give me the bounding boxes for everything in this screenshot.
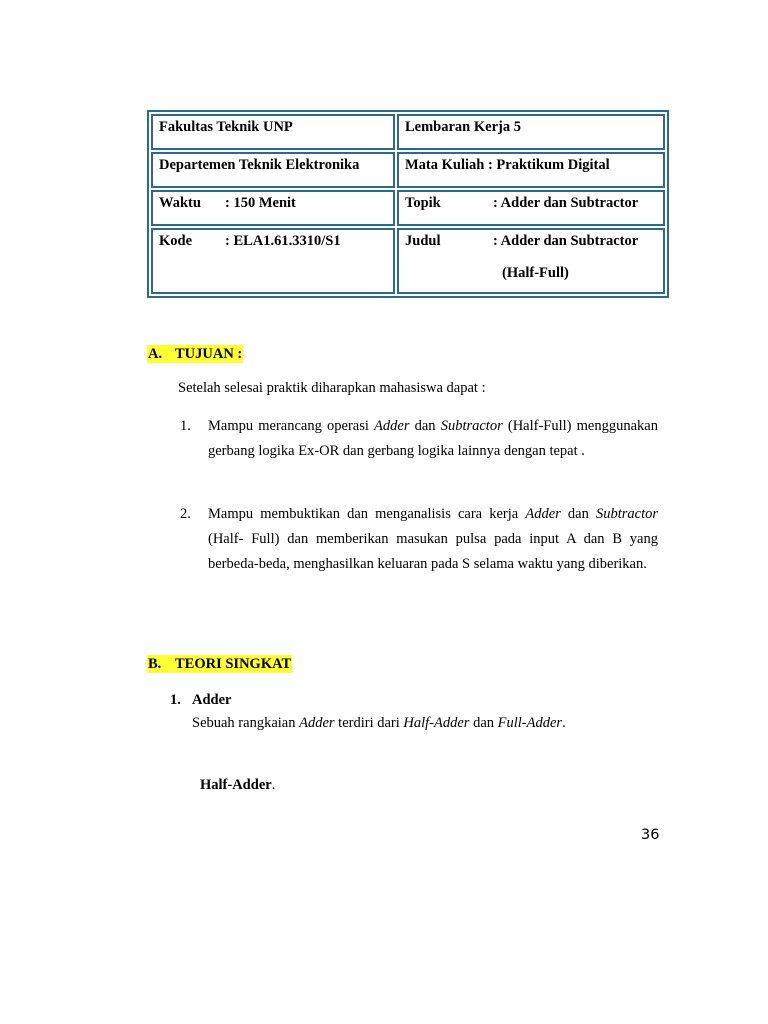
course-cell: Mata Kuliah : Praktikum Digital xyxy=(397,152,665,188)
section-b-heading xyxy=(147,655,292,673)
text-run: dan xyxy=(560,506,596,522)
header-table xyxy=(147,110,669,298)
half-adder-heading xyxy=(200,773,275,798)
adder-description xyxy=(192,711,566,736)
time-label: Waktu xyxy=(159,195,201,211)
italic-term: Subtractor xyxy=(595,506,658,522)
italic-term: Subtractor xyxy=(440,418,503,434)
department-cell: Departemen Teknik Elektronika xyxy=(151,152,395,188)
section-a-intro: Setelah selesai praktik diharapkan mahasiswa dapat : xyxy=(178,380,486,396)
list-item xyxy=(180,414,658,464)
list-item xyxy=(180,502,658,577)
title-value-line2: (Half-Full) xyxy=(502,265,569,281)
code-label: Kode xyxy=(159,233,193,249)
subsection-title: Adder xyxy=(192,692,232,708)
italic-term: Adder xyxy=(374,418,410,434)
section-a-heading xyxy=(147,345,243,363)
code-cell xyxy=(151,228,395,294)
time-value: : 150 Menit xyxy=(225,195,296,211)
list-item-text xyxy=(208,414,658,464)
list-item-number: 1. xyxy=(180,418,191,434)
list-item-text xyxy=(208,502,658,577)
text-run: . xyxy=(271,777,276,793)
text-run: dan xyxy=(469,715,498,731)
italic-term: Half-Adder xyxy=(403,715,470,731)
section-a-number: A. xyxy=(148,346,163,362)
time-cell xyxy=(151,190,395,226)
page-number: 36 xyxy=(641,827,660,843)
sheet-cell: Lembaran Kerja 5 xyxy=(397,114,665,150)
text-run: Mampu merancang operasi xyxy=(208,418,375,434)
text-run: . xyxy=(562,715,566,731)
topic-label: Topik xyxy=(405,195,441,211)
section-b-number: B. xyxy=(148,656,162,672)
text-run: Sebuah rangkaian xyxy=(192,715,300,731)
text-run: terdiri dari xyxy=(334,715,404,731)
text-run: Mampu membuktikan dan menganalisis cara kerja xyxy=(208,506,526,522)
text-run: (Half-Full) menggunakan gerbang logika Ex-OR dan gerbang logika lainnya dengan tepat . xyxy=(208,418,658,459)
faculty-cell: Fakultas Teknik UNP xyxy=(151,114,395,150)
list-item-number: 2. xyxy=(180,506,191,522)
header-row xyxy=(151,152,665,188)
title-value: : Adder dan Subtractor xyxy=(493,233,639,249)
text-run: (Half- Full) dan memberikan masukan pulsa pada input A dan B yang berbeda-beda, menghasilkan keluaran pada S selama waktu yang diberikan. xyxy=(208,531,658,572)
subsection-adder-heading xyxy=(170,690,231,710)
code-value: : ELA1.61.3310/S1 xyxy=(225,233,341,249)
section-b-title: TEORI SINGKAT xyxy=(175,656,292,672)
italic-term: Full-Adder xyxy=(497,715,563,731)
half-adder-title: Half-Adder xyxy=(200,777,272,793)
italic-term: Adder xyxy=(299,715,335,731)
text-run: dan xyxy=(409,418,441,434)
topic-value: : Adder dan Subtractor xyxy=(493,195,639,211)
subsection-number: 1. xyxy=(170,692,181,708)
header-row xyxy=(151,228,665,294)
title-label: Judul xyxy=(405,233,441,249)
title-cell xyxy=(397,228,665,294)
header-row xyxy=(151,114,665,150)
header-row xyxy=(151,190,665,226)
topic-cell xyxy=(397,190,665,226)
section-a-title: TUJUAN : xyxy=(175,346,243,362)
italic-term: Adder xyxy=(525,506,561,522)
